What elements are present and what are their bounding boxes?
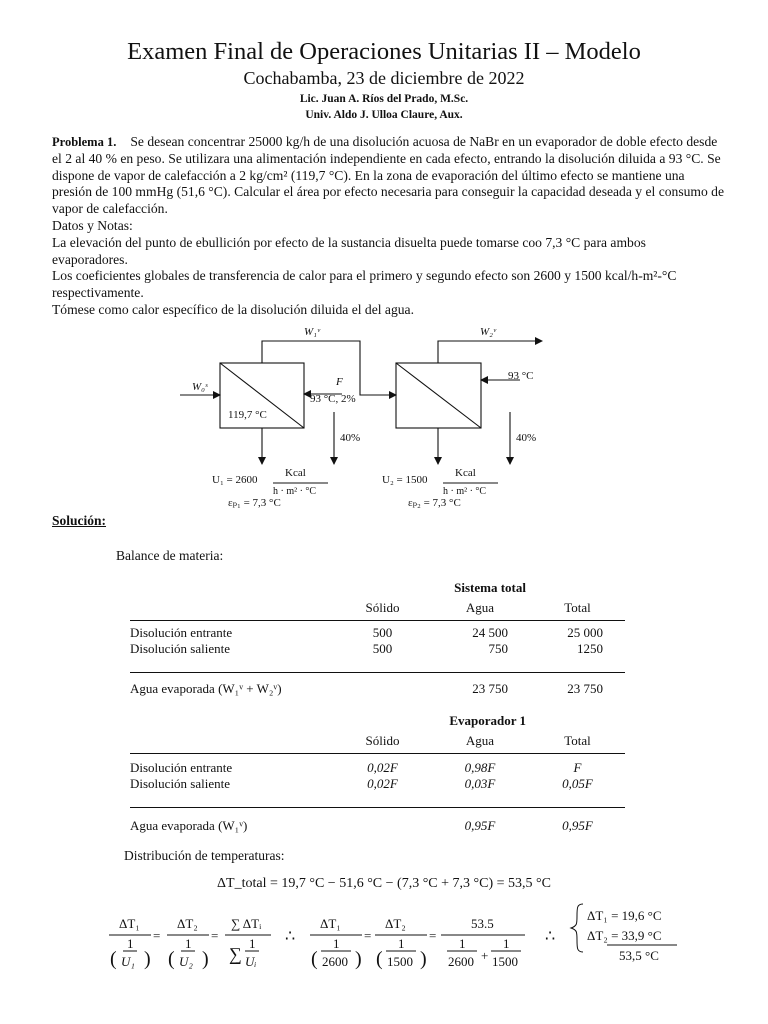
- table-row: [130, 753, 625, 776]
- cell-total: 1250: [577, 640, 603, 656]
- vapor-w1-line: [262, 341, 396, 395]
- label-w0s: W₀ˢ: [192, 381, 208, 393]
- label-w2v: W₂ᵛ: [480, 326, 497, 338]
- eq-u2: U₂: [179, 954, 193, 969]
- page-title: Examen Final de Operaciones Unitarias II – Modelo: [127, 38, 641, 65]
- eq-one: 1: [249, 936, 256, 951]
- eq-dt2-b: ΔT₂: [385, 916, 406, 931]
- row-label: Disolución entrante: [130, 759, 233, 775]
- eq-sign: =: [364, 928, 372, 943]
- eq-one: 1: [503, 936, 510, 951]
- cell-solido: 0,02F: [367, 759, 398, 775]
- eq-535: 53.5: [471, 916, 494, 931]
- paren-close: ): [355, 948, 362, 970]
- eq-one: 1: [398, 936, 405, 951]
- eq-sum-dti: ∑ ΔTᵢ: [231, 916, 262, 931]
- eq-sign: =: [211, 928, 219, 943]
- cell-total: 0,05F: [562, 775, 593, 791]
- table-row-evaporated: [130, 672, 625, 697]
- author-line-2: Univ. Aldo J. Ulloa Claure, Aux.: [305, 109, 463, 121]
- table-evap1-caption: Evaporador 1: [449, 713, 526, 728]
- cell-total: F: [573, 759, 582, 775]
- eq-one: 1: [185, 936, 192, 951]
- paren-open: (: [110, 948, 117, 970]
- label-temp-1: 119,7 °C: [228, 409, 267, 421]
- table-total-header-agua: Agua: [465, 599, 495, 615]
- label-ep2: εₚ₂ = 7,3 °C: [408, 497, 461, 509]
- result-dt2: ΔT₂ = 33,9 °C: [587, 928, 662, 943]
- cell-agua: 24 500: [472, 624, 508, 640]
- table-total-header-total: Total: [564, 599, 591, 615]
- table-row: [130, 620, 625, 641]
- label-ep1: εₚ₁ = 7,3 °C: [228, 497, 281, 509]
- eq-dt1: ΔT₁: [119, 916, 140, 931]
- paren-close: ): [202, 948, 209, 970]
- vapor-w2-line: [438, 341, 542, 363]
- cell-solido: 500: [372, 640, 393, 656]
- table-total-caption: Sistema total: [454, 580, 526, 595]
- row-label: Disolución saliente: [130, 775, 231, 791]
- cell-total: 23 750: [567, 680, 603, 696]
- eq-sum: ∑: [229, 944, 242, 964]
- label-feed-conditions: 93 °C, 2%: [310, 393, 356, 405]
- table-row-evaporated: [130, 807, 625, 834]
- table-evap1-header-total: Total: [564, 732, 591, 748]
- brace: [571, 904, 583, 952]
- cell-agua: 23 750: [472, 680, 508, 696]
- therefore-2: ∴: [545, 928, 556, 945]
- table-evap1-header-agua: Agua: [465, 732, 495, 748]
- table-row: [130, 641, 625, 657]
- eq-dt1-b: ΔT₁: [320, 916, 341, 931]
- balance-title: Balance de materia:: [116, 548, 224, 563]
- cell-total: 0,95F: [562, 817, 593, 833]
- temps-title: Distribución de temperaturas:: [124, 848, 285, 863]
- eq-u1: U₁: [121, 954, 135, 969]
- paren-open: (: [311, 948, 318, 970]
- label-feed: F: [336, 376, 343, 388]
- problem-label: Problema 1.: [52, 135, 117, 149]
- eq-ui: Uᵢ: [245, 954, 257, 969]
- eq-one: 1: [127, 936, 134, 951]
- plus-sign: +: [481, 948, 489, 963]
- cell-agua: 0,98F: [464, 759, 496, 775]
- notes-title: Datos y Notas:: [52, 217, 133, 233]
- problem-statement: [52, 134, 724, 319]
- note-2: Los coeficientes globales de transferencia de calor para el primero y segundo efecto son 2600 y 1500 kcal/h-m²-°C respectivamente.: [52, 268, 677, 301]
- label-conc-2: 40%: [516, 432, 537, 444]
- label-u1-unit-num: Kcal: [285, 467, 306, 479]
- paren-close: ): [420, 948, 427, 970]
- eq-1500-b: 1500: [492, 954, 518, 969]
- row-label: Agua evaporada (W₁ᵛ): [130, 817, 248, 833]
- table-row: [130, 776, 625, 792]
- delta-t-total-equation: ΔT_total = 19,7 °C − 51,6 °C − (7,3 °C + 7,3 °C) = 53,5 °C: [217, 876, 551, 891]
- evaporator-diagram: [170, 322, 570, 514]
- page-subtitle: Cochabamba, 23 de diciembre de 2022: [243, 68, 525, 88]
- paren-open: (: [168, 948, 175, 970]
- author-line-1: Lic. Juan A. Ríos del Prado, M.Sc.: [299, 93, 469, 105]
- eq-2600: 2600: [322, 954, 348, 969]
- cell-total: 25 000: [567, 624, 603, 640]
- table-evaporator-1: [130, 713, 625, 834]
- label-conc-1: 40%: [340, 432, 361, 444]
- cell-agua: 0,03F: [464, 775, 496, 791]
- problem-text: Se desean concentrar 25000 kg/h de una disolución acuosa de NaBr en un evaporador de doble efecto desde el 2 al 40 % en peso. Se utilizara una alimentación independiente en cada efecto, entrando la disolución diluida a 93 °C. Se dispone de vapor de calefacción a 2 kg/cm² (119,7 °C). En la zona de evaporación del último efecto se mantiene una presión de 100 mmHg (51,6 °C). Calcular el área por efecto necesaria para conseguir la capacidad deseada y el consumo de vapor de calefacción.: [52, 134, 725, 217]
- table-evap1-header-solido: Sólido: [365, 732, 400, 748]
- eq-one: 1: [459, 936, 466, 951]
- cell-solido: 0,02F: [367, 775, 398, 791]
- label-u2-unit-den: h · m² · °C: [443, 486, 487, 497]
- row-label: Disolución entrante: [130, 624, 233, 640]
- therefore-1: ∴: [285, 928, 296, 945]
- cell-solido: 500: [372, 624, 393, 640]
- solution-heading: Solución:: [52, 513, 107, 528]
- label-u2-unit-num: Kcal: [455, 467, 476, 479]
- result-sum: 53,5 °C: [619, 948, 659, 963]
- eq-sign: =: [153, 928, 161, 943]
- eq-1500: 1500: [387, 954, 413, 969]
- row-label: Agua evaporada (W₁ᵛ + W₂ᵛ): [130, 680, 282, 696]
- label-temp-2: 93 °C: [508, 370, 534, 382]
- label-w1v: W₁ᵛ: [304, 326, 321, 338]
- paren-open: (: [376, 948, 383, 970]
- note-3: Tómese como calor específico de la disolución diluida el del agua.: [52, 301, 414, 317]
- eq-2600-b: 2600: [448, 954, 474, 969]
- result-dt1: ΔT₁ = 19,6 °C: [587, 908, 662, 923]
- table-total-system: [130, 580, 625, 697]
- evaporator-2-diagonal: [396, 363, 481, 428]
- label-u1: U₁ = 2600: [212, 474, 258, 486]
- eq-sign: =: [429, 928, 437, 943]
- row-label: Disolución saliente: [130, 640, 231, 656]
- cell-agua: 750: [488, 640, 508, 656]
- temperature-ratio-equations: [105, 898, 695, 982]
- eq-dt2: ΔT₂: [177, 916, 198, 931]
- table-total-header-solido: Sólido: [365, 599, 400, 615]
- note-1: La elevación del punto de ebullición por efecto de la sustancia disuelta puede tomarse coo 7,3 °C para ambos evaporadores.: [52, 234, 646, 267]
- label-u1-unit-den: h · m² · °C: [273, 486, 317, 497]
- label-u2: U₂ = 1500: [382, 474, 428, 486]
- cell-agua: 0,95F: [464, 817, 496, 833]
- paren-close: ): [144, 948, 151, 970]
- eq-one: 1: [333, 936, 340, 951]
